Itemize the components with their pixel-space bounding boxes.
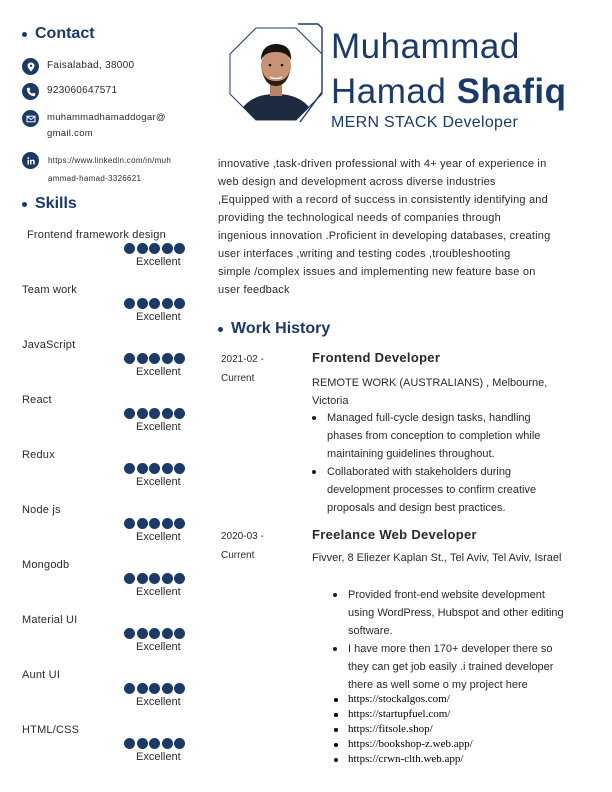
- job-company: REMOTE WORK (AUSTRALIANS) , Melbourne, Victoria: [312, 377, 548, 407]
- job-date: 2020-03 - Current: [221, 531, 264, 561]
- job-bullets: [312, 409, 540, 517]
- project-link[interactable]: https://bookshop-z.web.app/: [334, 737, 473, 752]
- name-first: Muhammad: [331, 27, 520, 66]
- project-link[interactable]: https://stockalgos.com/: [334, 692, 473, 707]
- project-links: [334, 692, 473, 767]
- contact-heading: Contact: [22, 25, 95, 43]
- project-link[interactable]: https://startupfuel.com/: [334, 707, 473, 722]
- skill-rating: [124, 738, 187, 749]
- heading-bullet: [22, 202, 27, 207]
- heading-bullet: [218, 327, 223, 332]
- skill-rating: [124, 298, 187, 309]
- frame-accent-line: [296, 22, 332, 124]
- job-bullets: [333, 586, 564, 694]
- skill-rating: [124, 518, 187, 529]
- project-link[interactable]: https://fitsole.shop/: [334, 722, 473, 737]
- skill-rating: [124, 243, 187, 254]
- job-title: Freelance Web Developer: [312, 527, 477, 542]
- skill-rating: [124, 573, 187, 584]
- skill-rating: [124, 463, 187, 474]
- skill-rating: [124, 353, 187, 364]
- phone-icon: [22, 83, 39, 100]
- skill-rating: [124, 408, 187, 419]
- linkedin-icon: [22, 152, 39, 169]
- list-item: Provided front-end website development using WordPress, Hubspot and other editing software.: [333, 586, 564, 640]
- professional-summary: innovative ,task-driven professional with 4+ year of experience in web design and development across diverse industries ,Equipped with a record of success in consistently identifying and providing the technological needs of companies through ingenious innovation .Proficient in developing databases, creating user interfaces ,writing and testing codes ,troubleshooting simple /complex issues and implementing new feature base on user feedback: [218, 158, 551, 296]
- project-link[interactable]: https://crwn-clth.web.app/: [334, 752, 473, 767]
- email-icon: [22, 110, 39, 127]
- contact-location: Faisalabad, 38000: [22, 58, 134, 75]
- list-item: Managed full-cycle design tasks, handling phases from conception to completion while maintaining guidelines throughout.: [312, 409, 540, 463]
- name-last-line: Hamad Shafiq: [331, 72, 567, 111]
- job-title: Frontend Developer: [312, 350, 441, 365]
- contact-linkedin[interactable]: https://www.linkedin.com/in/muh ammad-hamad-3326621: [22, 152, 171, 188]
- skill-rating: [124, 628, 187, 639]
- contact-phone: 923060647571: [22, 83, 117, 100]
- heading-bullet: [22, 32, 27, 37]
- work-history-heading: Work History: [218, 320, 330, 338]
- skill-rating: [124, 683, 187, 694]
- list-item: Collaborated with stakeholders during development processes to confirm creative proposals and design best practices.: [312, 463, 540, 517]
- list-item: I have more then 170+ developer there so they can get job easily .i trained developer there as well some o my project here: [333, 640, 564, 694]
- location-pin-icon: [22, 58, 39, 75]
- skills-heading: Skills: [22, 195, 77, 213]
- job-date: 2021-02 - Current: [221, 354, 264, 384]
- job-role: MERN STACK Developer: [331, 114, 519, 131]
- sidebar: Contact Faisalabad, 38000 923060647571 muhammadhamaddogar@ gmail.com https://www.linkedin.com/in/muh ammad-hamad-3326621 Skills Frontend framework design Excellent Team work Excellent JavaScript Excellent React Excellent Redux Excellent Node js Excellent Mongodb Excellent Material UI Excellent Aunt UI Excellent HTML/CSS Excellent: [0, 0, 200, 792]
- contact-email[interactable]: muhammadhamaddogar@ gmail.com: [22, 110, 166, 142]
- job-company: Fivver, 8 Eliezer Kaplan St., Tel Aviv, Tel Aviv, Israel: [312, 552, 562, 564]
